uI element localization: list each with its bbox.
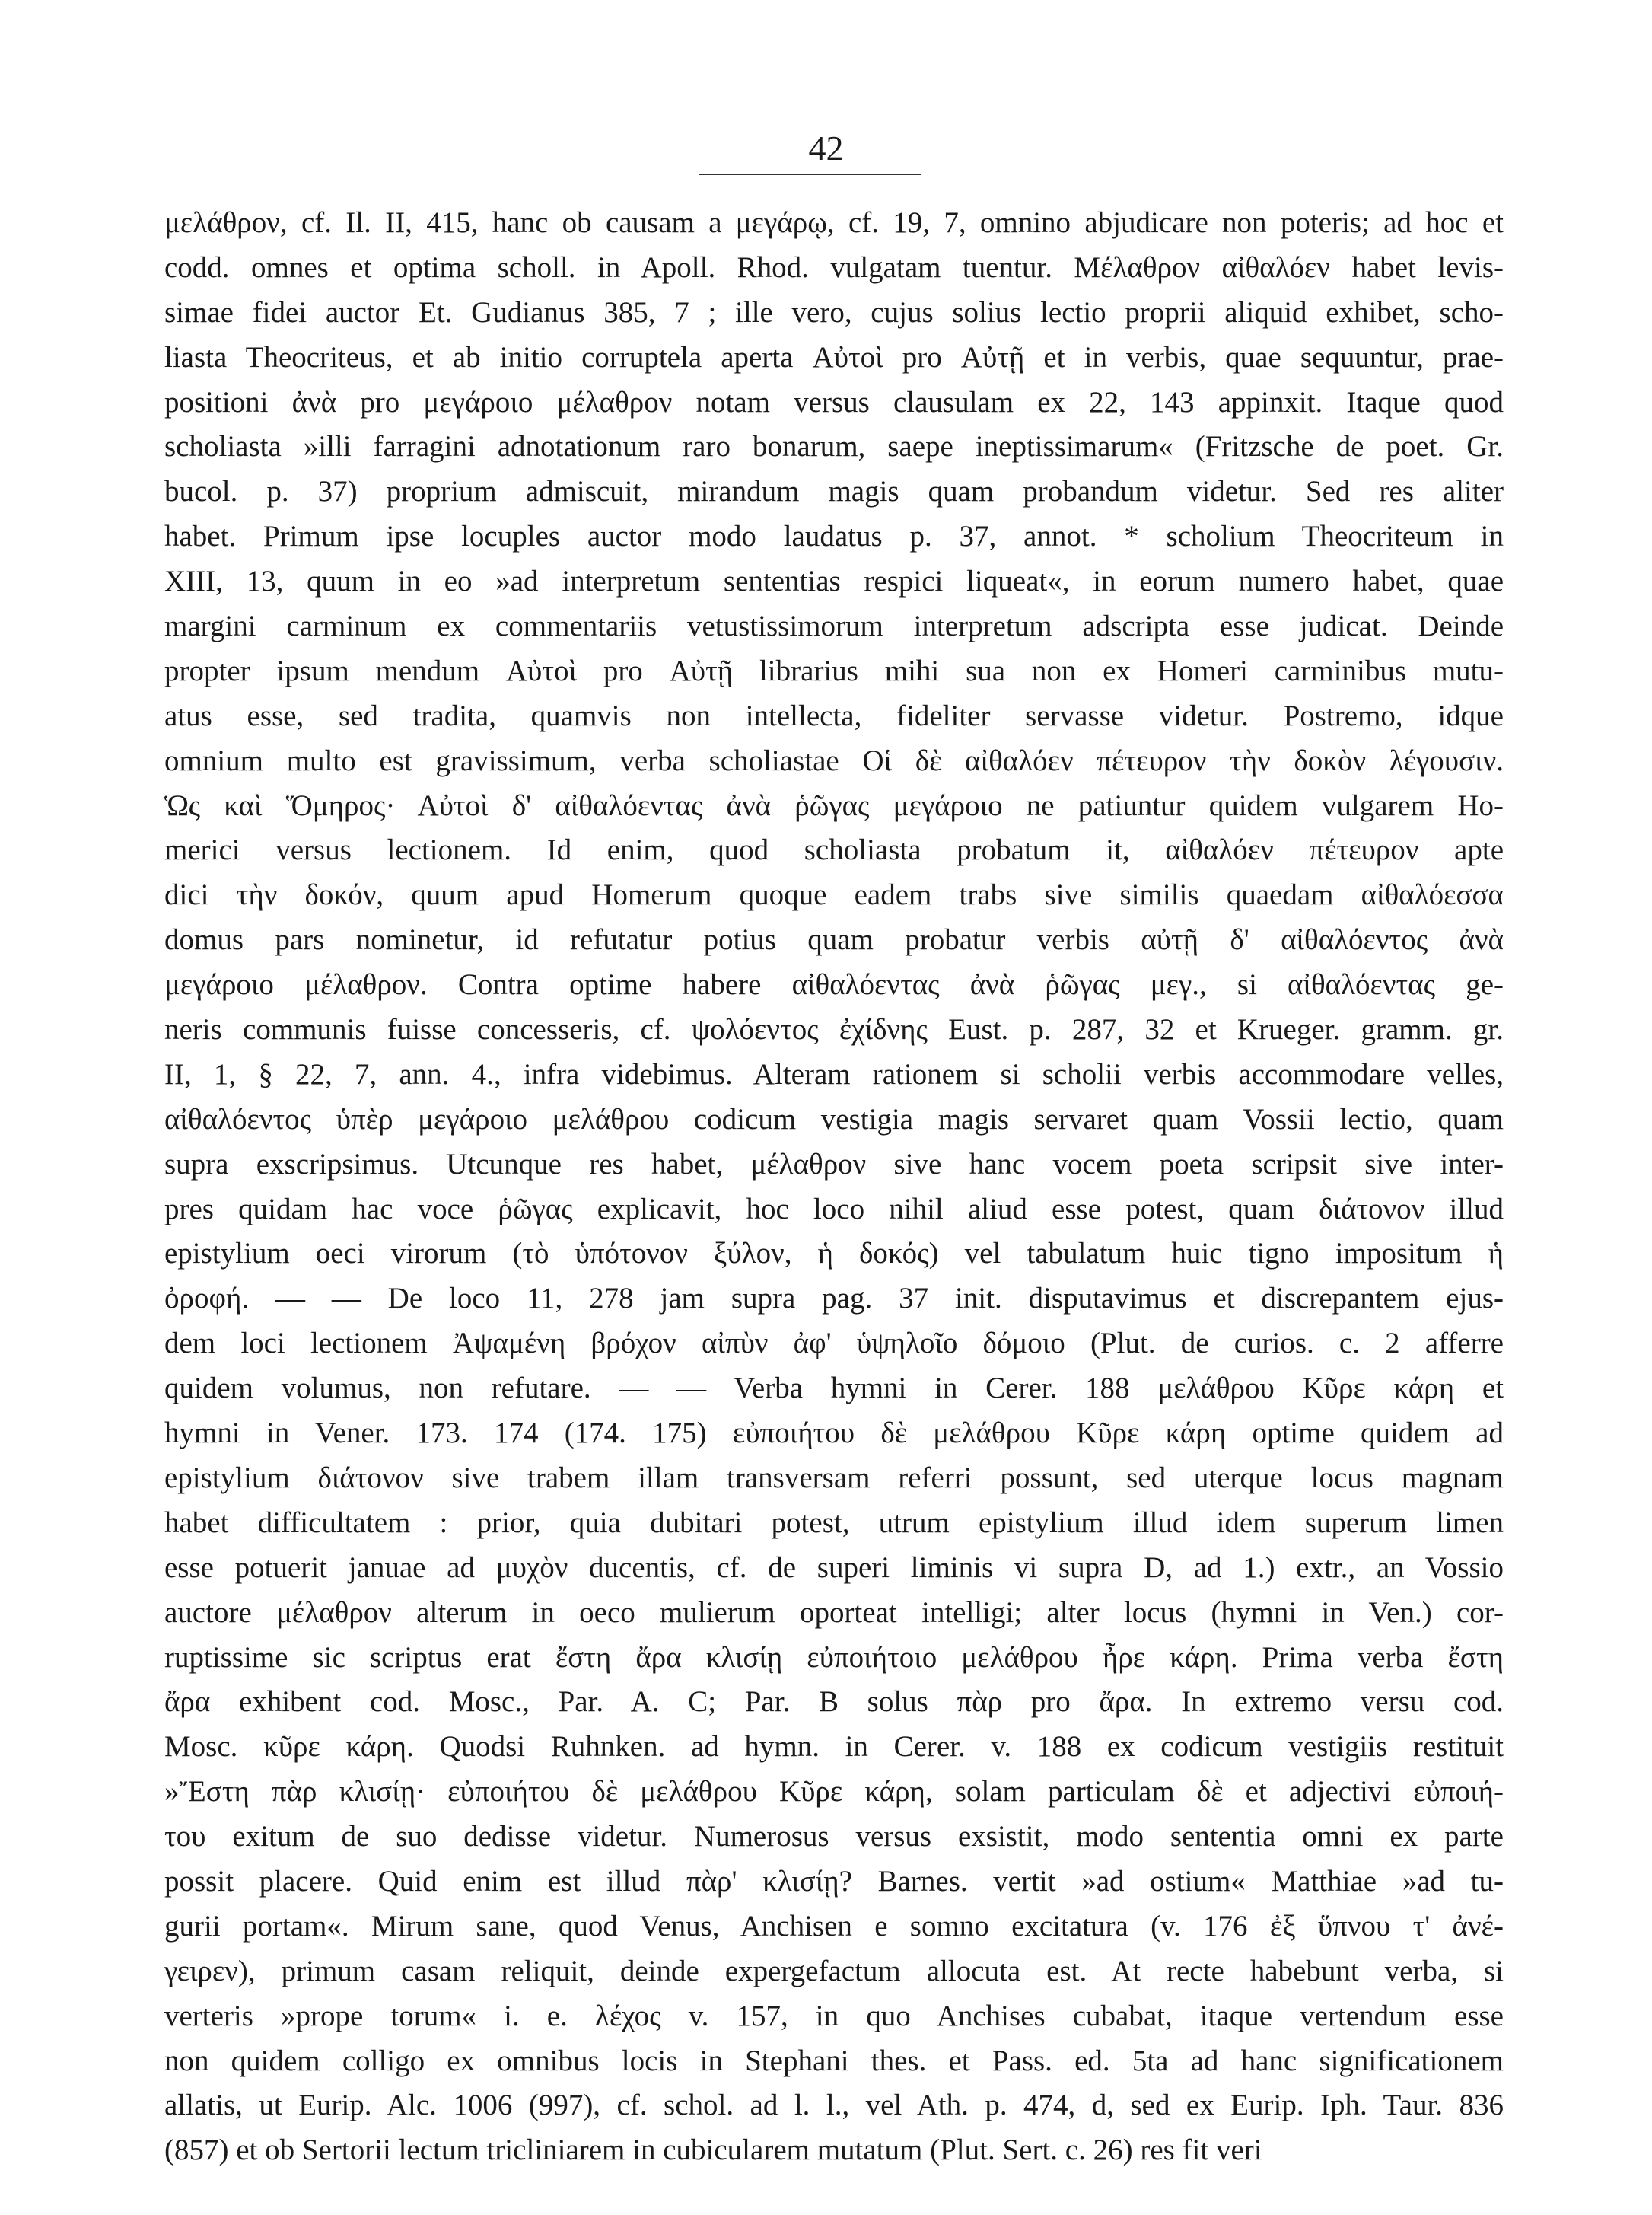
- text-line: (857) et ob Sertorii lectum tricliniarem in cubicularem mutatum (Plut. Sert. c. 26) res fit veri: [164, 2134, 1262, 2167]
- text-line: XIII, 13, quum in eo »ad interpretum sententias respici liqueat«, in eorum numero habet, quae: [164, 565, 1504, 598]
- text-line: omnium multo est gravissimum, verba scholiastae Οἱ δὲ αἰθαλόεν πέτευρον τὴν δοκὸν λέγουσιν.: [164, 744, 1504, 777]
- text-line: του exitum de suo dedisse videtur. Numerosus versus exsistit, modo sententia omni ex parte: [164, 1820, 1504, 1853]
- text-line: ἄρα exhibent cod. Mosc., Par. A. C; Par. B solus πὰρ pro ἄρα. In extremo versu cod.: [164, 1685, 1504, 1719]
- text-line: neris communis fuisse concesseris, cf. ψολόεντος ἐχίδνης Eust. p. 287, 32 et Krueger. gramm. gr.: [164, 1013, 1504, 1047]
- text-line: μεγάροιο μέλαθρον. Contra optime habere αἰθαλόεντας ἀνὰ ῥῶγας μεγ., si αἰθαλόεντας ge-: [164, 968, 1504, 1002]
- text-line: II, 1, § 22, 7, ann. 4., infra videbimus. Alteram rationem si scholii verbis accommodare velles,: [164, 1057, 1504, 1091]
- text-line: epistylium oeci virorum (τὸ ὑπότονον ξύλον, ἡ δοκός) vel tabulatum huic tigno impositum ἡ: [164, 1237, 1504, 1270]
- text-line: scholiasta »illi farragini adnotationum raro bonarum, saepe ineptissimarum« (Fritzsche de poet. Gr.: [164, 430, 1504, 464]
- text-line: habet. Primum ipse locuples auctor modo laudatus p. 37, annot. * scholium Theocriteum in: [164, 520, 1504, 553]
- text-line: dem loci lectionem Ἀψαμένη βρόχον αἰπὺν ἀφ' ὑψηλοῖο δόμοιο (Plut. de curios. c. 2 afferre: [164, 1327, 1504, 1360]
- text-line: propter ipsum mendum Αὐτοὶ pro Αὐτῇ librarius mihi sua non ex Homeri carminibus mutu-: [164, 654, 1504, 687]
- text-line: αἰθαλόεντος ὑπὲρ μεγάροιο μελάθρου codicum vestigia magis servaret quam Vossii lectio, quam: [164, 1102, 1504, 1136]
- text-line: non quidem colligo ex omnibus locis in Stephani thes. et Pass. ed. 5ta ad hanc significationem: [164, 2044, 1504, 2077]
- text-line: positioni ἀνὰ pro μεγάροιο μέλαθρον notam versus clausulam ex 22, 143 appinxit. Itaque quod: [164, 385, 1504, 419]
- text-line: atus esse, sed tradita, quamvis non intellecta, fideliter servasse videtur. Postremo, idque: [164, 699, 1504, 732]
- text-line: gurii portam«. Mirum sane, quod Venus, Anchisen e somno excitatura (v. 176 ἐξ ὕπνου τ' ἀνέ-: [164, 1909, 1504, 1943]
- text-line: ruptissime sic scriptus erat ἔστη ἄρα κλισίῃ εὐποιήτοιο μελάθρου ἦρε κάρη. Prima verba ἔστη: [164, 1640, 1504, 1674]
- text-line: auctore μέλαθρον alterum in oeco mulierum oporteat intelligi; alter locus (hymni in Ven.) cor-: [164, 1595, 1504, 1629]
- text-line: Mosc. κῦρε κάρη. Quodsi Ruhnken. ad hymn. in Cerer. v. 188 ex codicum vestigiis restituit: [164, 1730, 1504, 1764]
- text-line: bucol. p. 37) proprium admiscuit, mirandum magis quam probandum videtur. Sed res aliter: [164, 475, 1504, 508]
- text-line: pres quidam hac voce ῥῶγας explicavit, hoc loco nihil aliud esse potest, quam διάτονον illud: [164, 1192, 1504, 1225]
- header-rule: [699, 174, 921, 175]
- text-line: hymni in Vener. 173. 174 (174. 175) εὐποιήτου δὲ μελάθρου Κῦρε κάρη optime quidem ad: [164, 1417, 1504, 1450]
- body-text: [164, 201, 1504, 2173]
- text-line: verteris »prope torum« i. e. λέχος v. 157, in quo Anchises cubabat, itaque vertendum esse: [164, 1999, 1504, 2032]
- text-line: epistylium διάτονον sive trabem illam transversam referri possunt, sed uterque locus magnam: [164, 1461, 1504, 1494]
- text-line: simae fidei auctor Et. Gudianus 385, 7 ; ille vero, cujus solius lectio proprii aliquid exhibet, scho-: [164, 295, 1504, 329]
- text-line: supra exscripsimus. Utcunque res habet, μέλαθρον sive hanc vocem poeta scripsit sive inter-: [164, 1147, 1504, 1181]
- text-line: possit placere. Quid enim est illud πὰρ' κλισίῃ? Barnes. vertit »ad ostium« Matthiae »ad tu-: [164, 1864, 1504, 1898]
- text-line: codd. omnes et optima scholl. in Apoll. Rhod. vulgatam tuentur. Μέλαθρον αἰθαλόεν habet levis-: [164, 250, 1504, 284]
- text-line: margini carminum ex commentariis vetustissimorum interpretum adscripta esse judicat. Deinde: [164, 610, 1504, 643]
- text-line: merici versus lectionem. Id enim, quod scholiasta probatum it, αἰθαλόεν πέτευρον apte: [164, 833, 1504, 867]
- text-line: liasta Theocriteus, et ab initio corruptela aperta Αὐτοὶ pro Αὐτῇ et in verbis, quae sequuntur, prae-: [164, 340, 1504, 374]
- text-line: Ὡς καὶ Ὅμηρος· Αὐτοὶ δ' αἰθαλόεντας ἀνὰ ῥῶγας μεγάροιο ne patiuntur quidem vulgarem Ho-: [164, 789, 1504, 822]
- text-line: domus pars nominetur, id refutatur potius quam probatur verbis αὐτῇ δ' αἰθαλόεντος ἀνὰ: [164, 923, 1504, 957]
- page-number: 42: [808, 129, 844, 167]
- text-line: esse potuerit januae ad μυχὸν ducentis, cf. de superi liminis vi supra D, ad 1.) extr., an Vossio: [164, 1550, 1504, 1584]
- text-line: dici τὴν δοκόν, quum apud Homerum quoque eadem trabs sive similis quaedam αἰθαλόεσσα: [164, 878, 1504, 912]
- text-line: ὀροφή. — — De loco 11, 278 jam supra pag. 37 init. disputavimus et discrepantem ejus-: [164, 1282, 1504, 1315]
- text-line: »Ἔστη πὰρ κλισίῃ· εὐποιήτου δὲ μελάθρου Κῦρε κάρη, solam particulam δὲ et adjectivi εὐποιή-: [164, 1775, 1504, 1809]
- text-line: quidem volumus, non refutare. — — Verba hymni in Cerer. 188 μελάθρου Κῦρε κάρη et: [164, 1372, 1504, 1405]
- text-line: γειρεν), primum casam reliquit, deinde expergefactum allocuta est. At recte habebunt verba, si: [164, 1954, 1504, 1987]
- text-line: μελάθρον, cf. Il. II, 415, hanc ob causam a μεγάρῳ, cf. 19, 7, omnino abjudicare non poteris; ad hoc et: [164, 206, 1504, 239]
- text-line: allatis, ut Eurip. Alc. 1006 (997), cf. schol. ad l. l., vel Ath. p. 474, d, sed ex Eurip. Iph. Taur. 836: [164, 2089, 1504, 2122]
- text-line: habet difficultatem : prior, quia dubitari potest, utrum epistylium illud idem superum limen: [164, 1506, 1504, 1539]
